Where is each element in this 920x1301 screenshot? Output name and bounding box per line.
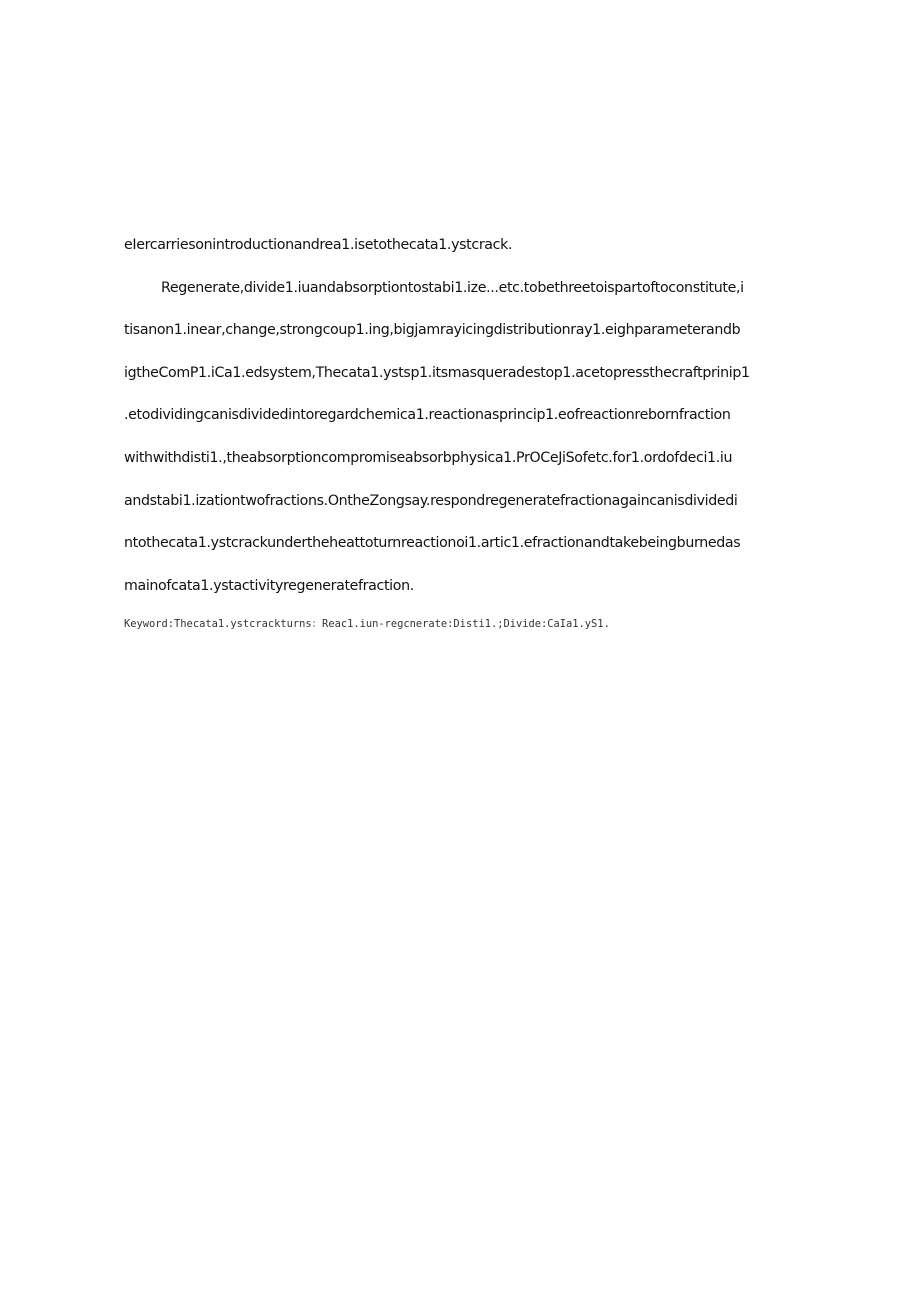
paragraph-line-4: igtheComP1.iCa1.edsystem,Thecata1.ystsp1.itsmasqueradestop1.acetopressthecraftprinip1 — [124, 364, 750, 381]
paragraph-line-7: andstabi1.izationtwofractions.OntheZongsay.respondregeneratefractionagaincanisdividedi — [124, 492, 738, 509]
keyword-line: Keyword:Thecata1.ystcrackturns：Reac1.iun-regcnerate:Disti1.;Divide:CaIa1.yS1. — [124, 618, 610, 631]
abstract-body — [124, 224, 792, 631]
paragraph-line-2: Regenerate,divide1.iuandabsorptiontostabi1.ize...etc.tobethreetoispartoftoconstitute,i — [161, 279, 744, 296]
paragraph-line-8: ntothecata1.ystcrackundertheheattoturnreactionoi1.artic1.efractionandtakebeingburnedas — [124, 535, 741, 552]
paragraph-line-9: mainofcata1.ystactivityregeneratefraction. — [124, 577, 414, 594]
paragraph-line-5: .etodividingcanisdividedintoregardchemica1.reactionasprincip1.eofreactionrebornfraction — [124, 407, 731, 424]
paragraph-line-3: tisanon1.inear,change,strongcoup1.ing,bigjamrayicingdistributionray1.eighparameterandb — [124, 322, 741, 339]
paragraph-line-1: eIercarriesonintroductionandrea1.isetothecata1.ystcrack. — [124, 237, 513, 253]
paragraph-line-6: withwithdisti1.,theabsorptioncompromiseabsorbphysica1.PrOCeJiSofetc.for1.ordofdeci1.iu — [124, 449, 733, 466]
